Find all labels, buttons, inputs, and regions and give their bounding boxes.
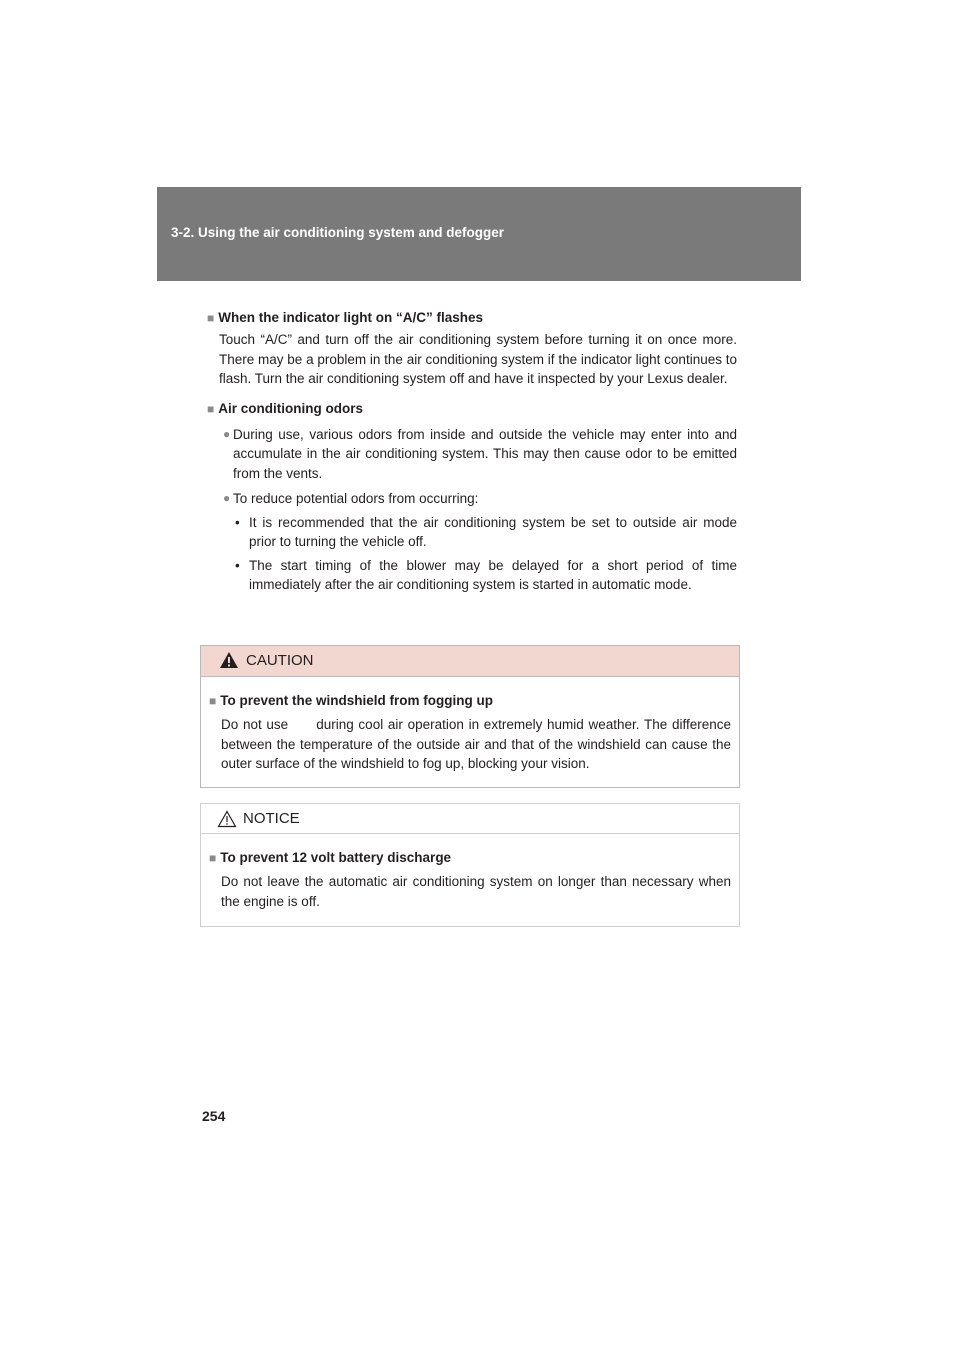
small-dot-icon: •	[235, 557, 240, 573]
notice-header	[201, 804, 739, 834]
caution-heading: ■ To prevent the windshield from fogging up	[209, 693, 493, 708]
sub-list-item: • The start timing of the blower may be delayed for a short period of time immediately after the air conditioning system is started in automatic mode.	[235, 556, 737, 595]
page-number: 254	[202, 1108, 226, 1124]
sub-list-item: • It is recommended that the air conditioning system be set to outside air mode prior to turning the vehicle off.	[235, 513, 737, 552]
section-text-ac-flash: Touch “A/C” and turn off the air conditioning system before turning it on once more. There may be a problem in the air conditioning system if the indicator light continues to flash. Turn the air conditioning system off and have it inspected by your Lexus dealer.	[219, 332, 737, 386]
notice-title: NOTICE	[243, 810, 300, 827]
caution-box	[200, 645, 740, 788]
small-dot-icon: •	[235, 514, 240, 530]
section-title: 3-2. Using the air conditioning system and defogger	[171, 225, 505, 240]
notice-box	[200, 803, 740, 927]
caution-text: Do not use during cool air operation in extremely humid weather. The difference between the temperature of the outside air and that of the windshield can cause the outer surface of the windshield to fog up, blocking your vision.	[221, 717, 732, 771]
list-item: ● To reduce potential odors from occurring:	[223, 489, 737, 509]
square-bullet-icon: ■	[207, 311, 215, 325]
chapter-header-band	[157, 187, 801, 281]
main-content	[207, 308, 737, 595]
square-bullet-icon: ■	[207, 401, 215, 416]
warning-triangle-outline-icon	[217, 810, 237, 828]
notice-heading: ■ To prevent 12 volt battery discharge	[209, 850, 452, 865]
notice-text: Do not leave the automatic air conditioning system on longer than necessary when the engine is off.	[221, 874, 731, 909]
caution-title: CAUTION	[246, 652, 314, 669]
square-bullet-icon: ■	[209, 851, 217, 865]
section-heading-ac-flash: ■ When the indicator light on “A/C” flashes	[207, 310, 484, 325]
circle-bullet-icon: ●	[223, 491, 231, 505]
caution-header	[201, 646, 739, 677]
warning-triangle-icon	[219, 651, 239, 669]
square-bullet-icon: ■	[209, 694, 217, 708]
section-heading-odors: ■ Air conditioning odors	[207, 400, 363, 416]
list-item: ● During use, various odors from inside and outside the vehicle may enter into and accumulate in the air conditioning system. This may then cause odor to be emitted from the vents.	[223, 425, 737, 484]
circle-bullet-icon: ●	[223, 426, 231, 441]
